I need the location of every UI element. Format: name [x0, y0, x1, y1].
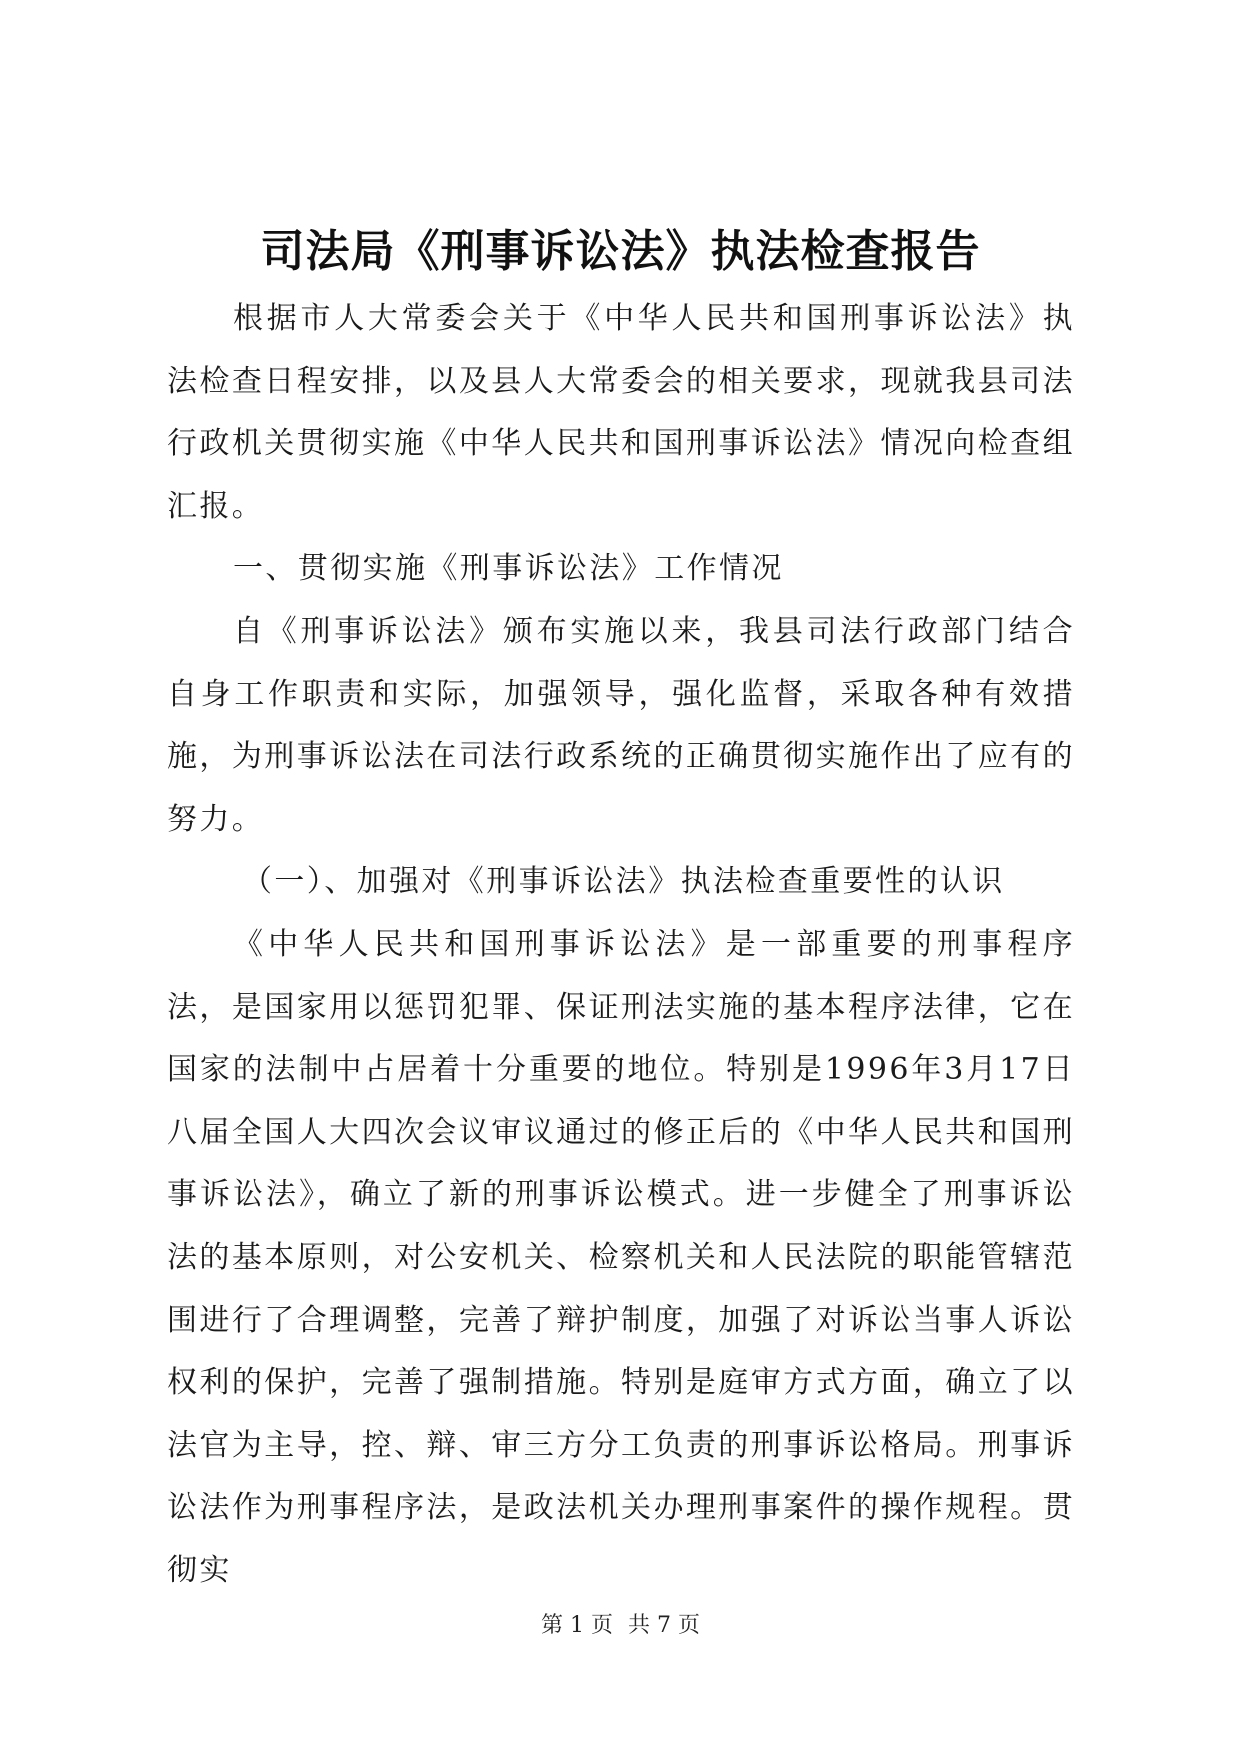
document-title: 司法局《刑事诉讼法》执法检查报告: [260, 226, 981, 277]
subsection-heading: （一）、加强对《刑事诉讼法》执法检查重要性的认识: [242, 864, 1005, 900]
subsection-paragraph: 《中华人民共和国刑事诉讼法》是一部重要的刑事程序法，是国家用以惩罚犯罪、保证刑法实施的基本程序法律，它在国家的法制中占居着十分重要的地位。特别是1996年3月17日八届全国人大四次会议审议通过的修正后的《中华人民共和国刑事诉讼法》，确立了新的刑事诉讼模式。进一步健全了刑事诉讼法的基本原则，对公安机关、检察机关和人民法院的职能管辖范围进行了合理调整，完善了辩护制度，加强了对诉讼当事人诉讼权利的保护，完善了强制措施。特别是庭审方式方面，确立了以法官为主导，控、辩、审三方分工负责的刑事诉讼格局。刑事诉讼法作为刑事程序法，是政法机关办理刑事案件的操作规程。贯彻实: [167, 926, 1075, 1588]
intro-paragraph: 根据市人大常委会关于《中华人民共和国刑事诉讼法》执法检查日程安排，以及县人大常委会的相关要求，现就我县司法行政机关贯彻实施《中华人民共和国刑事诉讼法》情况向检查组汇报。: [167, 301, 1075, 524]
page-number: 第 1 页: [541, 1613, 613, 1638]
section-paragraph: 自《刑事诉讼法》颁布实施以来，我县司法行政部门结合自身工作职责和实际，加强领导，强化监督，采取各种有效措施，为刑事诉讼法在司法行政系统的正确贯彻实施作出了应有的努力。: [167, 613, 1075, 837]
document-body: [167, 288, 1075, 1602]
page-footer: [0, 1611, 1241, 1641]
page-total: 共 7 页: [628, 1613, 700, 1638]
section-heading: 一、贯彻实施《刑事诉讼法》工作情况: [233, 551, 784, 587]
